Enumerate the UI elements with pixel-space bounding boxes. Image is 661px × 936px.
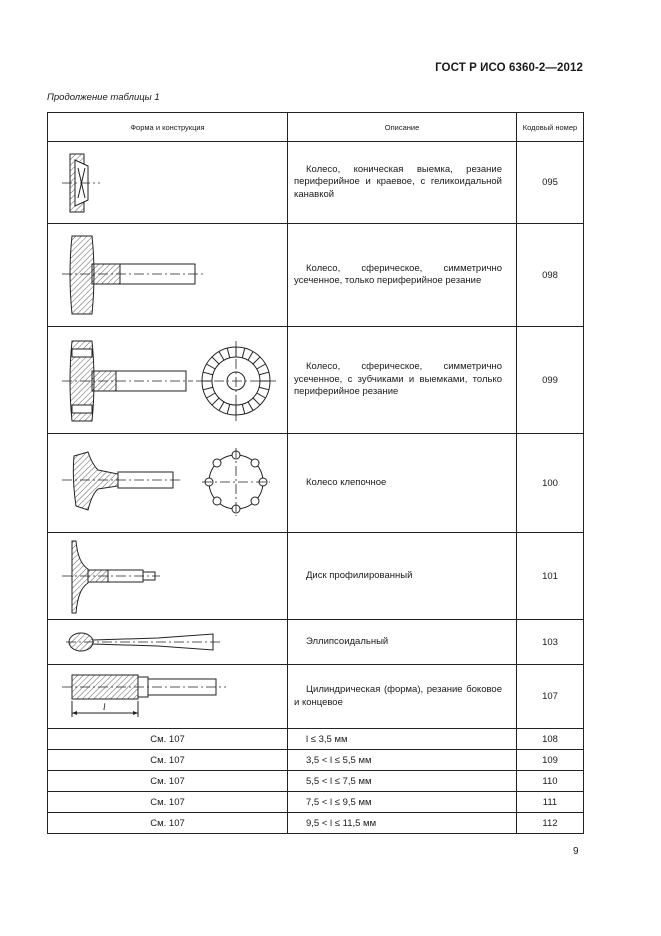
column-header-form: Форма и конструкция [48, 113, 288, 142]
table-row [48, 142, 584, 224]
row-description: Колесо, сферическое, симметрично усеченное, с зубчиками и выемками, только периферийное резание [288, 327, 517, 434]
profiled-disc-icon [48, 533, 288, 620]
row-code: 109 [517, 750, 584, 771]
row-code: 111 [517, 792, 584, 813]
conical-recess-wheel-icon [48, 142, 288, 224]
row-description: 5,5 < l ≤ 7,5 мм [288, 771, 517, 792]
table-row [48, 750, 584, 771]
cylindrical-tool-icon [48, 665, 288, 729]
column-header-description: Описание [288, 113, 517, 142]
row-description: Диск профилированный [288, 533, 517, 620]
row-code: 108 [517, 729, 584, 750]
row-description: 9,5 < l ≤ 11,5 мм [288, 813, 517, 834]
column-header-code: Кодовый номер [517, 113, 584, 142]
table-header-row [48, 113, 584, 142]
row-description: Колесо, сферическое, симметрично усеченное, только периферийное резание [288, 224, 517, 327]
table-row [48, 771, 584, 792]
row-form-ref: См. 107 [48, 750, 288, 771]
table-row [48, 327, 584, 434]
document-header: ГОСТ Р ИСО 6360-2—2012 [435, 62, 583, 74]
table-row [48, 620, 584, 665]
row-description: Колесо клепочное [288, 434, 517, 533]
row-description: 7,5 < l ≤ 9,5 мм [288, 792, 517, 813]
dimension-label-l: l [103, 702, 106, 712]
row-form-ref: См. 107 [48, 771, 288, 792]
row-description: Колесо, коническая выемка, резание периферийное и краевое, с геликоидальной канавкой [288, 142, 517, 224]
ellipsoidal-tool-icon [48, 620, 288, 665]
row-description: 3,5 < l ≤ 5,5 мм [288, 750, 517, 771]
row-form-ref: См. 107 [48, 792, 288, 813]
toothed-spherical-wheel-icon [48, 327, 288, 434]
table-row [48, 729, 584, 750]
page-number: 9 [573, 846, 579, 857]
row-form-ref: См. 107 [48, 729, 288, 750]
row-description: l ≤ 3,5 мм [288, 729, 517, 750]
row-description: Эллипсоидальный [288, 620, 517, 665]
row-code: 107 [517, 665, 584, 729]
row-code: 099 [517, 327, 584, 434]
tool-shapes-table [47, 112, 584, 834]
table-row [48, 665, 584, 729]
table-caption: Продолжение таблицы 1 [47, 92, 160, 103]
row-code: 110 [517, 771, 584, 792]
table-row [48, 813, 584, 834]
row-code: 112 [517, 813, 584, 834]
table-row [48, 792, 584, 813]
row-description: Цилиндрическая (форма), резание боковое и концевое [288, 665, 517, 729]
table-row [48, 224, 584, 327]
row-code: 103 [517, 620, 584, 665]
row-form-ref: См. 107 [48, 813, 288, 834]
row-code: 095 [517, 142, 584, 224]
table-row [48, 533, 584, 620]
table-row [48, 434, 584, 533]
row-code: 100 [517, 434, 584, 533]
row-code: 098 [517, 224, 584, 327]
rivet-wheel-icon [48, 434, 288, 533]
spherical-wheel-icon [48, 224, 288, 327]
row-code: 101 [517, 533, 584, 620]
